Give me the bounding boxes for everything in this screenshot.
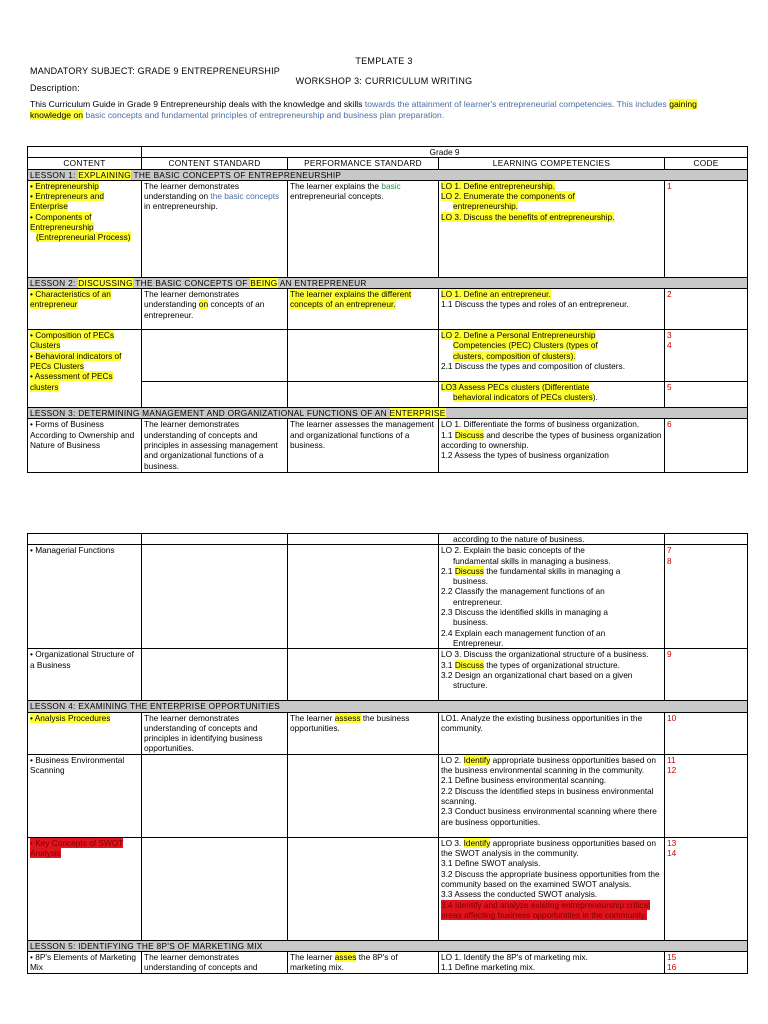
cell-text: the basic concepts — [210, 191, 280, 202]
template-title: TEMPLATE 3 — [355, 56, 413, 66]
lesson-title: LESSON 3: DETERMINING MANAGEMENT AND ORGANIZATIONAL FUNCTIONS OF AN — [30, 408, 390, 419]
competency: 2.1 — [441, 565, 455, 576]
performance-standard-cell — [288, 545, 439, 649]
competency: 3.1 Define SWOT analysis. — [441, 858, 541, 869]
learning-competencies-cell — [439, 754, 665, 837]
cell-text: The learner demonstrates understanding on — [144, 180, 240, 202]
table-row — [28, 289, 748, 330]
col-header-code: CODE — [665, 158, 748, 169]
grade-header: Grade 9 — [142, 147, 748, 158]
content-cell: • Forms of Business According to Ownership and Nature of Business — [28, 419, 142, 473]
code: 15 — [667, 952, 677, 963]
lesson-title: THE BASIC CONCEPTS OF ENTREPRENEURSHIP — [131, 169, 342, 180]
code: 10 — [667, 712, 677, 723]
code: 12 — [667, 765, 677, 776]
learning-competencies-cell — [439, 952, 665, 974]
content-cell — [28, 712, 142, 754]
competency: LO 3. Discuss the organizational structure of a business. — [441, 649, 649, 660]
cell-text: the 8P's of marketing mix. — [290, 952, 398, 973]
col-header-content: CONTENT — [28, 158, 142, 169]
lesson-5-header — [28, 940, 748, 951]
table-row — [28, 952, 748, 974]
cell-text: basic — [381, 180, 401, 191]
code-cell — [665, 754, 748, 837]
competency: fundamental skills in managing a business. — [453, 555, 611, 566]
competency-highlight: Identify — [463, 754, 491, 765]
competency: 1.1 — [441, 429, 455, 440]
content-cell — [28, 289, 142, 330]
content-standard-cell: The learner demonstrates understanding of concepts and principles in assessing management and organizational functions of a business. — [142, 419, 288, 473]
performance-standard-cell — [288, 649, 439, 701]
content-standard-cell — [142, 180, 288, 277]
content-cell: • Organizational Structure of a Business — [28, 649, 142, 701]
competency: the fundamental skills in managing a — [483, 565, 621, 576]
competency: ). — [592, 392, 598, 403]
content-cell — [28, 180, 142, 277]
lesson-title: LESSON 2: — [30, 277, 79, 288]
code: 1 — [667, 180, 672, 191]
content-item: • Characteristics of an entrepreneur — [30, 289, 111, 310]
cell-text: in entrepreneurship. — [144, 201, 218, 212]
cell-text: The learner — [290, 952, 335, 963]
competency: appropriate business opportunities based on the SWOT analysis in the community. — [441, 837, 656, 859]
competency: the types of organizational structure. — [483, 659, 620, 670]
cell-text: the business opportunities. — [290, 712, 410, 733]
learning-competencies-cell — [439, 180, 665, 277]
desc-part: towards the attainment of learner's entrepreneurial competencies — [364, 99, 613, 109]
learning-competencies-cell: LO1. Analyze the existing business opportunities in the community. — [439, 712, 665, 754]
table-row — [28, 180, 748, 277]
competency: 3.2 Design an organizational chart based on a given — [441, 669, 633, 680]
cell-text: asses — [334, 952, 357, 963]
content-item: • Components of Entrepreneurship — [30, 211, 94, 233]
table-row-continued — [28, 534, 748, 545]
code: 6 — [667, 419, 672, 430]
content-item: • Analysis Procedures — [30, 712, 111, 723]
desc-part: . This includes — [612, 99, 670, 109]
content-item: (Entrepreneurial Process) — [36, 232, 131, 243]
lesson-title: LESSON 1: — [30, 169, 79, 180]
content-item: • Behavioral indicators of PECs Clusters — [30, 350, 122, 372]
competency: 3.2 Discuss the appropriate business opportunities from the community based on the examined SWOT analysis. — [441, 868, 660, 889]
lesson-2-header — [28, 277, 748, 288]
code: 3 — [667, 330, 672, 341]
table-row — [28, 837, 748, 940]
code-cell — [665, 330, 748, 382]
competency: business. — [453, 617, 489, 628]
competency-highlight: Discuss — [454, 429, 484, 440]
competency: LO 1. Identify the 8P's of marketing mix. — [441, 952, 588, 963]
performance-standard-cell — [288, 952, 439, 974]
content-item: • Entrepreneurs and Enterprise — [30, 191, 104, 212]
description-paragraph — [30, 99, 740, 121]
cell-text: The learner explains the different concepts of an entrepreneur. — [290, 289, 412, 310]
competency: Entrepreneur. — [453, 637, 504, 648]
competency: entrepreneur. — [453, 596, 503, 607]
desc-part: basic concepts and fundamental principles of entrepreneurship and business plan preparation. — [83, 110, 445, 120]
competency: 2.2 Discuss the identified steps in business environmental scanning. — [441, 785, 654, 806]
code-cell — [665, 649, 748, 701]
code: 2 — [667, 289, 672, 300]
lesson-highlight: BEING — [250, 277, 278, 288]
lesson-highlight: ENTERPRISE — [389, 408, 446, 419]
code-cell — [665, 952, 748, 974]
cell-text: concepts of an entrepreneur. — [144, 299, 265, 320]
performance-standard-cell: The learner assesses the management and organizational functions of a business. — [288, 419, 439, 473]
code: 9 — [667, 649, 672, 660]
code: 11 — [667, 754, 676, 765]
code-cell — [665, 837, 748, 940]
learning-competencies-cell — [439, 382, 665, 408]
lesson-highlight: DISCUSSING — [78, 277, 133, 288]
content-cell: • Managerial Functions — [28, 545, 142, 649]
content-item: • Assessment of PECs clusters — [30, 371, 113, 392]
code: 5 — [667, 382, 672, 393]
table-row — [28, 330, 748, 382]
code: 4 — [667, 340, 672, 351]
content-item: • Composition of PECs Clusters — [30, 330, 115, 351]
col-header-performance-standard: PERFORMANCE STANDARD — [288, 158, 439, 169]
competency: 2.1 Define business environmental scanning. — [441, 775, 607, 786]
content-standard-cell — [142, 754, 288, 837]
content-standard-cell: The learner demonstrates understanding of concepts and — [142, 952, 288, 974]
content-item: • Entrepreneurship — [30, 180, 99, 191]
subject-line: MANDATORY SUBJECT: GRADE 9 ENTREPRENEURSHIP — [30, 66, 280, 76]
competency: structure. — [453, 680, 488, 691]
lesson-1-header — [28, 169, 748, 180]
competency: 2.4 Explain each management function of an — [441, 627, 606, 638]
competency: LO 2. Enumerate the components of — [441, 191, 575, 202]
lesson-4-header — [28, 701, 748, 712]
table-row — [28, 649, 748, 701]
competency: LO 1. Differentiate the forms of business organization. — [441, 419, 640, 430]
cell-text: The learner explains the — [290, 180, 382, 191]
competency: LO3 Assess PECs clusters (Differentiate — [441, 382, 590, 393]
description-label: Description: — [30, 83, 80, 93]
code-cell — [665, 289, 748, 330]
performance-standard-cell — [288, 712, 439, 754]
learning-competencies-cell — [439, 649, 665, 701]
competency: 2.3 Conduct business environmental scanning where there are business opportunities. — [441, 806, 657, 827]
competency: clusters, composition of clusters). — [453, 350, 576, 361]
code-cell — [665, 712, 748, 754]
cell-text: The learner demonstrates understanding — [144, 289, 240, 310]
content-standard-cell — [142, 289, 288, 330]
content-cell — [28, 837, 142, 940]
competency: Competencies (PEC) Clusters (types of — [453, 340, 598, 351]
performance-standard-cell — [288, 754, 439, 837]
table-row — [28, 754, 748, 837]
content-standard-cell — [142, 545, 288, 649]
competency: 1.2 Assess the types of business organization — [441, 450, 609, 461]
cell-text: on — [198, 299, 209, 310]
content-cell: • 8P's Elements of Marketing Mix — [28, 952, 142, 974]
table-row — [28, 712, 748, 754]
content-standard-cell — [142, 649, 288, 701]
competency: LO 3. Discuss the benefits of entrepreneurship. — [441, 211, 615, 222]
competency: business. — [453, 576, 489, 587]
competency: LO 2. — [441, 754, 464, 765]
content-standard-cell — [142, 330, 288, 382]
competency: 2.3 Discuss the identified skills in managing a — [441, 607, 608, 618]
lesson-title: THE BASIC CONCEPTS OF — [132, 277, 251, 288]
content-standard-cell — [142, 382, 288, 408]
competency: LO 2. Explain the basic concepts of the — [441, 545, 585, 556]
competency: LO 2. Define a Personal Entrepreneurship — [441, 330, 596, 341]
col-header-content-standard: CONTENT STANDARD — [142, 158, 288, 169]
lesson-title: AN ENTREPRENEUR — [277, 277, 367, 288]
competency-highlight: Discuss — [454, 659, 484, 670]
content-cell — [28, 330, 142, 408]
lesson-title: LESSON 5: IDENTIFYING THE 8P'S OF MARKETING MIX — [28, 940, 748, 951]
competency: 1.1 Define marketing mix. — [441, 962, 536, 973]
competency: 2.1 Discuss the types and composition of clusters. — [441, 361, 626, 372]
code-cell — [665, 180, 748, 277]
column-header-row — [28, 158, 748, 169]
performance-standard-cell — [288, 330, 439, 382]
competency: and describe the types of business organization according to ownership. — [441, 429, 662, 451]
competency: LO 3. — [441, 837, 464, 848]
competency-highlight: Identify — [463, 837, 491, 848]
performance-standard-cell — [288, 382, 439, 408]
lesson-3-header — [28, 408, 748, 419]
col-header-learning-competencies: LEARNING COMPETENCIES — [439, 158, 665, 169]
learning-competencies-cell — [439, 837, 665, 940]
curriculum-table-page1 — [27, 146, 748, 473]
competency: according to the nature of business. — [453, 534, 585, 544]
lesson-highlight: EXPLAINING — [78, 169, 132, 180]
cell-text: The learner — [290, 712, 335, 723]
learning-competencies-cell — [439, 419, 665, 473]
learning-competencies-cell — [439, 289, 665, 330]
competency: 3.1 — [441, 659, 455, 670]
code: 16 — [667, 962, 677, 973]
cell-text: assess — [334, 712, 361, 723]
competency: 3.3 Assess the conducted SWOT analysis. — [441, 889, 598, 900]
code: 14 — [667, 848, 677, 859]
competency: 2.2 Classify the management functions of an — [441, 586, 605, 597]
code-cell — [665, 545, 748, 649]
competency: 1.1 Discuss the types and roles of an entrepreneur. — [441, 299, 629, 310]
learning-competencies-cell — [439, 545, 665, 649]
code-cell — [665, 419, 748, 473]
workshop-title: WORKSHOP 3: CURRICULUM WRITING — [295, 76, 473, 86]
table-row — [28, 545, 748, 649]
code: 13 — [667, 837, 677, 848]
curriculum-table-page2 — [27, 533, 748, 974]
competency: LO 1. Define an entrepreneur. — [441, 289, 551, 300]
code-cell — [665, 382, 748, 408]
code: 8 — [667, 555, 672, 566]
competency-highlight: 3.4 Identify and analyze existing entrepreneurship critical areas affecting business opportunities in the community. — [441, 899, 650, 920]
competency: LO 1. Define entrepreneurship. — [441, 180, 555, 191]
competency: entrepreneurship. — [453, 201, 519, 212]
code: 7 — [667, 545, 672, 556]
performance-standard-cell — [288, 837, 439, 940]
table-row — [28, 419, 748, 473]
competency: appropriate business opportunities based on the business environmental scanning in the community. — [441, 754, 656, 776]
performance-standard-cell — [288, 289, 439, 330]
content-cell: • Business Environmental Scanning — [28, 754, 142, 837]
content-standard-cell: The learner demonstrates understanding of concepts and principles in identifying business opportunities. — [142, 712, 288, 754]
competency: behavioral indicators of PECs clusters — [453, 392, 593, 403]
content-item: • Key Concepts of SWOT Analysis — [30, 837, 124, 859]
performance-standard-cell — [288, 180, 439, 277]
lesson-title: LESSON 4: EXAMINING THE ENTERPRISE OPPORTUNITIES — [28, 701, 748, 712]
desc-highlight: gaining knowledge on — [30, 99, 697, 120]
learning-competencies-cell — [439, 330, 665, 382]
competency-highlight: Discuss — [454, 565, 484, 576]
cell-text: entrepreneurial concepts. — [290, 191, 384, 202]
content-standard-cell — [142, 837, 288, 940]
desc-part: This Curriculum Guide in Grade 9 Entrepreneurship deals with the knowledge and skills — [30, 99, 365, 109]
